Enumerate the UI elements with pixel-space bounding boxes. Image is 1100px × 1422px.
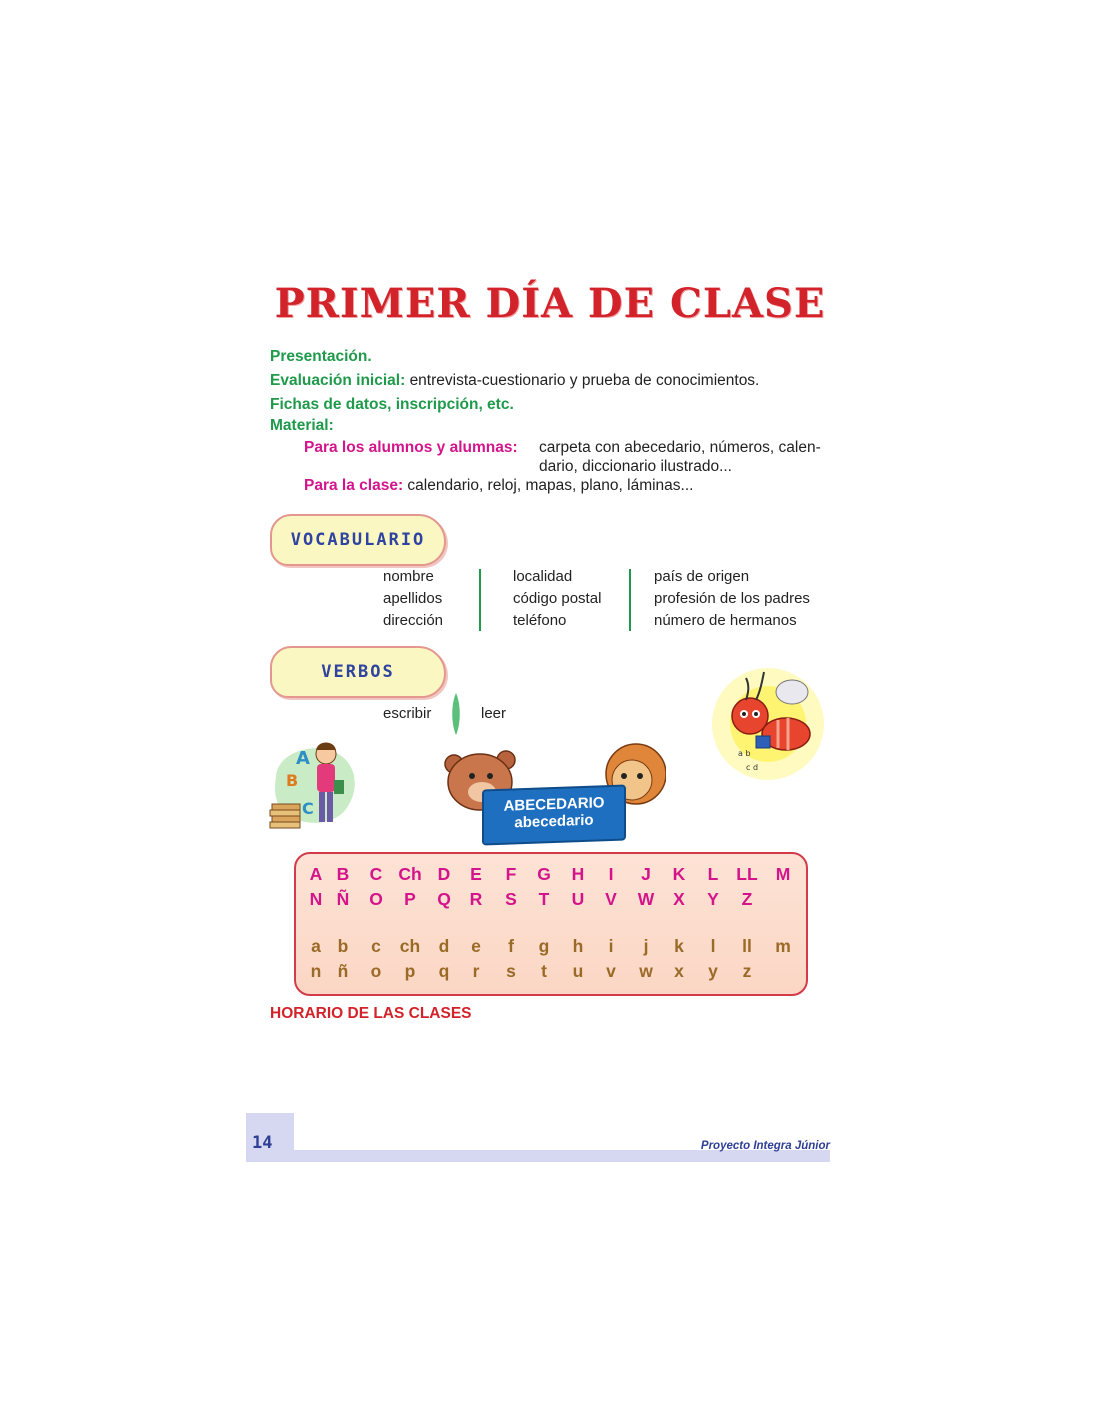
alphabet-letter: q (438, 961, 450, 981)
alphabet-box (294, 852, 808, 996)
vocab-divider-1 (479, 569, 481, 631)
boy-with-books-illustration (268, 736, 364, 832)
alphabet-letter: l (710, 936, 716, 956)
sign-line-2: abecedario (514, 811, 594, 832)
alphabet-letter: t (541, 961, 547, 981)
alphabet-letter: Ch (398, 864, 422, 884)
alphabet-letter: H (571, 864, 585, 884)
alphabet-letter: w (639, 961, 653, 981)
alphabet-letter: P (404, 889, 416, 909)
vocab-column-1 (383, 566, 443, 632)
vocab-item: profesión de los padres (654, 590, 810, 607)
alphabet-letter: F (505, 864, 517, 884)
alphabet-letter: x (674, 961, 684, 981)
vocabulario-heading: VOCABULARIO (290, 530, 426, 550)
alphabet-letter: R (469, 889, 483, 909)
alphabet-letter: G (537, 864, 551, 884)
alphabet-letter: v (606, 961, 616, 981)
alphabet-letter: f (508, 936, 514, 956)
alumnos-text-1: carpeta con abecedario, números, calen- (539, 439, 821, 456)
alphabet-letter: c (371, 936, 381, 956)
alphabet-letter: Y (707, 889, 719, 909)
verb-divider-leaf-icon (451, 692, 461, 736)
vocab-item: código postal (513, 590, 602, 607)
alphabet-letter: u (572, 961, 584, 981)
verb-leer: leer (481, 705, 507, 722)
abecedario-sign (482, 784, 626, 845)
svg-text:C: C (302, 799, 314, 818)
alphabet-letter: E (470, 864, 482, 884)
alphabet-letter: ñ (337, 961, 349, 981)
svg-text:c d: c d (746, 763, 759, 772)
alphabet-letter: e (471, 936, 481, 956)
alphabet-letter: o (370, 961, 382, 981)
alphabet-letter: i (608, 936, 614, 956)
clase-text: calendario, reloj, mapas, plano, láminas... (407, 477, 694, 494)
vocab-item: dirección (383, 612, 444, 629)
vocab-divider-2 (629, 569, 631, 631)
alumnos-label: Para los alumnos y alumnas: (304, 439, 518, 456)
alphabet-letter: s (506, 961, 516, 981)
alphabet-letter: I (608, 864, 614, 884)
alphabet-letter: d (438, 936, 450, 956)
alphabet-letter: j (643, 936, 649, 956)
vocab-item: país de origen (654, 568, 750, 585)
alphabet-letter: X (673, 889, 685, 909)
alphabet-letter: k (674, 936, 684, 956)
alphabet-letter: n (310, 961, 322, 981)
alphabet-letter: N (309, 889, 323, 909)
evaluacion-label: Evaluación inicial: (270, 372, 406, 389)
clase-line (304, 476, 693, 496)
horario-heading: HORARIO DE LAS CLASES (270, 1005, 472, 1022)
page-title: PRIMER DÍA DE CLASE (274, 280, 826, 327)
alphabet-letter: Q (437, 889, 451, 909)
alphabet-grid (296, 854, 806, 994)
alphabet-letter: W (637, 889, 655, 909)
alphabet-letter: D (437, 864, 451, 884)
vocab-item: nombre (383, 568, 434, 585)
alphabet-letter: C (369, 864, 383, 884)
alphabet-letter: y (708, 961, 718, 981)
material-heading: Material: (270, 417, 334, 434)
alphabet-letter: U (571, 889, 585, 909)
alphabet-letter: m (775, 936, 791, 956)
alphabet-letter: L (707, 864, 719, 884)
alphabet-letter: O (369, 889, 383, 909)
alphabet-letter: LL (736, 864, 758, 884)
footer-project: Proyecto Integra Júnior (700, 1140, 830, 1152)
svg-text:B: B (286, 771, 299, 790)
vocabulario-cloud (270, 514, 446, 566)
alphabet-letter: T (538, 889, 550, 909)
vocab-column-3 (654, 566, 810, 632)
alphabet-letter: A (309, 864, 323, 884)
alphabet-letter: K (672, 864, 686, 884)
bee-illustration (706, 662, 830, 786)
vocab-column-2 (513, 566, 601, 632)
alphabet-letter: M (775, 864, 791, 884)
alphabet-letter: z (742, 961, 752, 981)
alphabet-letter: ch (399, 936, 421, 956)
vocab-item: número de hermanos (654, 612, 797, 629)
presentacion-heading: Presentación. (270, 348, 372, 365)
alphabet-letter: Z (741, 889, 753, 909)
svg-text:a b: a b (738, 749, 751, 758)
alphabet-letter: b (337, 936, 349, 956)
verb-escribir: escribir (383, 705, 432, 722)
evaluacion-line (270, 371, 759, 391)
vocab-item: localidad (513, 568, 573, 585)
fichas-heading: Fichas de datos, inscripción, etc. (270, 396, 514, 413)
alphabet-letter: g (538, 936, 550, 956)
alumnos-text-2: dario, diccionario ilustrado... (539, 458, 732, 475)
vocab-item: teléfono (513, 612, 567, 629)
alphabet-letter: J (641, 864, 651, 884)
verbos-cloud (270, 646, 446, 698)
alphabet-letter: h (572, 936, 584, 956)
verbos-heading: VERBOS (321, 662, 395, 682)
alphabet-letter: Ñ (336, 889, 350, 909)
alphabet-letter: S (505, 889, 517, 909)
alphabet-letter: r (472, 961, 480, 981)
alphabet-letter: ll (742, 936, 752, 956)
vocab-item: apellidos (383, 590, 443, 607)
clase-label: Para la clase: (304, 477, 404, 494)
alphabet-letter: a (311, 936, 321, 956)
alphabet-letter: V (605, 889, 617, 909)
alphabet-letter: B (336, 864, 350, 884)
alphabet-letter: p (404, 961, 416, 981)
sign-line-1: ABECEDARIO (503, 794, 605, 815)
svg-text:A: A (296, 748, 310, 769)
page-number: 14 (252, 1133, 273, 1153)
evaluacion-text: entrevista-cuestionario y prueba de conocimientos. (409, 372, 760, 389)
